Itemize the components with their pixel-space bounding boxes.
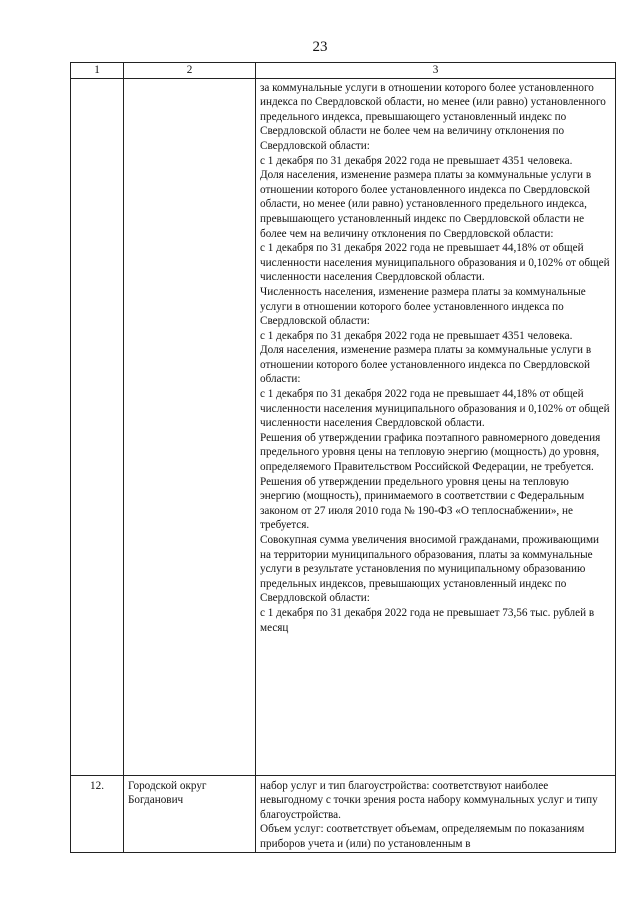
page-number: 23: [312, 39, 328, 55]
paragraph: Численность населения, изменение размера платы за коммунальные услуги в отношении которого более установленного индекса по Свердловской области:: [260, 285, 586, 328]
paragraph: с 1 декабря по 31 декабря 2022 года не превышает 44,18% от общей численности населения муниципального образования и 0,102% от общей численности населения Свердловской области.: [260, 388, 610, 430]
column-number-3: 3: [256, 63, 616, 79]
paragraph: за коммунальные услуги в отношении которого более установленного индекса по Свердловской области, но менее (или равно) установленного предельного индекса, превышающего установленный индекс по Свердловской области не более чем на величину отклонения по Свердловской области:: [260, 81, 606, 152]
row-number-cell: [71, 78, 124, 775]
paragraph: Объем услуг: соответствует объемам, определяемым по показаниям приборов учета и (или) по установленным в: [260, 823, 585, 850]
description-cell: [256, 78, 616, 775]
document-table: [70, 62, 616, 853]
paragraph: набор услуг и тип благоустройства: соответствуют наиболее невыгодному с точки зрения роста набору коммунальных услуг и типу благоустройства.: [260, 779, 598, 821]
column-number-1: 1: [71, 63, 124, 79]
municipality-cell: [124, 78, 256, 775]
row-number-cell: 12.: [71, 775, 124, 852]
description-cell: [256, 775, 616, 852]
paragraph: Решения об утверждении графика поэтапного равномерного доведения предельного уровня цены на тепловую энергию (мощность) до уровня, определяемого Правительством Российской Федерации, не требуется.: [260, 431, 601, 474]
paragraph: Решения об утверждении предельного уровня цены на тепловую энергию (мощность), принимаемого в соответствии с Федеральным законом от 27 июля 2010 года № 190-ФЗ «О теплоснабжении», не требуется.: [260, 475, 585, 532]
column-number-2: 2: [124, 63, 256, 79]
paragraph: Совокупная сумма увеличения вносимой гражданами, проживающими на территории муниципального образования, платы за коммунальные услуги в результате установления по муниципальному образованию предельных индексов, превышающих установленный индекс по Свердловской области:: [260, 534, 600, 605]
table-row-continued: [71, 78, 616, 775]
paragraph: Доля населения, изменение размера платы за коммунальные услуги в отношении которого более установленного индекса по Свердловской области, но менее (или равно) установленного предельного индекса, превышающего установленный индекс по Свердловской области не более чем на величину отклонения по Свердловской области:: [260, 169, 592, 240]
paragraph: с 1 декабря по 31 декабря 2022 года не превышает 4351 человека.: [260, 154, 573, 167]
municipality-cell: Городской округ Богданович: [124, 775, 256, 852]
table-header-row: [71, 63, 616, 79]
paragraph: Доля населения, изменение размера платы за коммунальные услуги в отношении которого более установленного индекса по Свердловской области:: [260, 344, 592, 386]
paragraph: с 1 декабря по 31 декабря 2022 года не превышает 73,56 тыс. рублей в месяц: [260, 606, 595, 634]
paragraph: с 1 декабря по 31 декабря 2022 года не превышает 44,18% от общей численности населения муниципального образования и 0,102% от общей численности населения Свердловской области.: [260, 242, 610, 284]
table-row-12: [71, 775, 616, 852]
paragraph: с 1 декабря по 31 декабря 2022 года не превышает 4351 человека.: [260, 329, 573, 342]
